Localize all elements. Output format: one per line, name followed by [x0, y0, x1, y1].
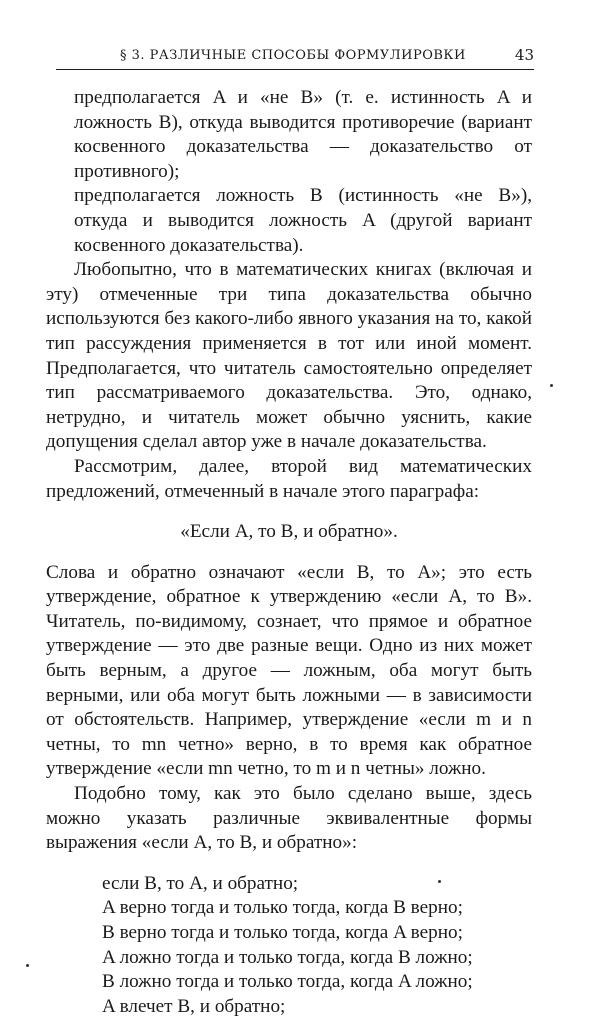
- paragraph-5: Слова и обратно означают «если B, то A»; это есть утверждение, обратное к утверждению «если A, то B». Читатель, по-видимому, сознает, что прямое и обратное утверждение — это две разные вещи. Одно из них может быть верным, а другое — ложным, оба могут быть верными, или оба могут быть ложными — в зависимости от обстоятельств. Например, утверждение «если m и n четны, то mn четно» верно, в то время как обратное утверждение «если mn четно, то m и n четны» ложно.: [46, 561, 532, 780]
- scan-speck: [26, 964, 29, 967]
- paragraph-3: Любопытно, что в математических книгах (включая и эту) отмеченные три типа доказательства обычно используются без какого-либо явного указания на то, какой тип рассуждения применяется в тот или иной момент. Предполагается, что читатель самостоятельно определяет тип рассматриваемого доказательства. Это, однако, нетрудно, и читатель может обычно уяснить, какие допущения сделал автор уже в начале доказательства.: [46, 259, 532, 453]
- list-item: если B, то A, и обратно;: [102, 872, 299, 894]
- paragraph-4: Рассмотрим, далее, второй вид математических предложений, отмеченный в начале этого параграфа:: [46, 455, 532, 502]
- scan-speck: [550, 384, 553, 387]
- page-number: 43: [514, 46, 534, 64]
- section-title: § 3. РАЗЛИЧНЫЕ СПОСОБЫ ФОРМУЛИРОВКИ: [120, 48, 466, 63]
- paragraph-1: предполагается A и «не B» (т. е. истинность A и ложность B), откуда выводится противоречие (вариант косвенного доказательства — доказательство от противного);: [74, 87, 532, 182]
- page-body: [46, 86, 532, 1019]
- list-item: B верно тогда и только тогда, когда A верно;: [102, 922, 463, 943]
- list-item: A ложно тогда и только тогда, когда B ложно;: [102, 946, 473, 968]
- list-item: A верно тогда и только тогда, когда B верно;: [102, 897, 463, 919]
- list-item: A влечет B, и обратно;: [102, 995, 286, 1017]
- centered-statement: «Если A, то B, и обратно».: [180, 521, 398, 543]
- paragraph-2: предполагается ложность B (истинность «не B»), откуда и выводится ложность A (другой вариант косвенного доказательства).: [74, 185, 532, 256]
- equivalent-forms-list: [102, 872, 532, 1019]
- running-header: [56, 42, 534, 70]
- scan-speck: [438, 880, 441, 883]
- paragraph-6: Подобно тому, как это было сделано выше, здесь можно указать различные эквивалентные формы выражения «если A, то B, и обратно»:: [46, 783, 532, 854]
- list-item: B ложно тогда и только тогда, когда A ложно;: [102, 971, 473, 993]
